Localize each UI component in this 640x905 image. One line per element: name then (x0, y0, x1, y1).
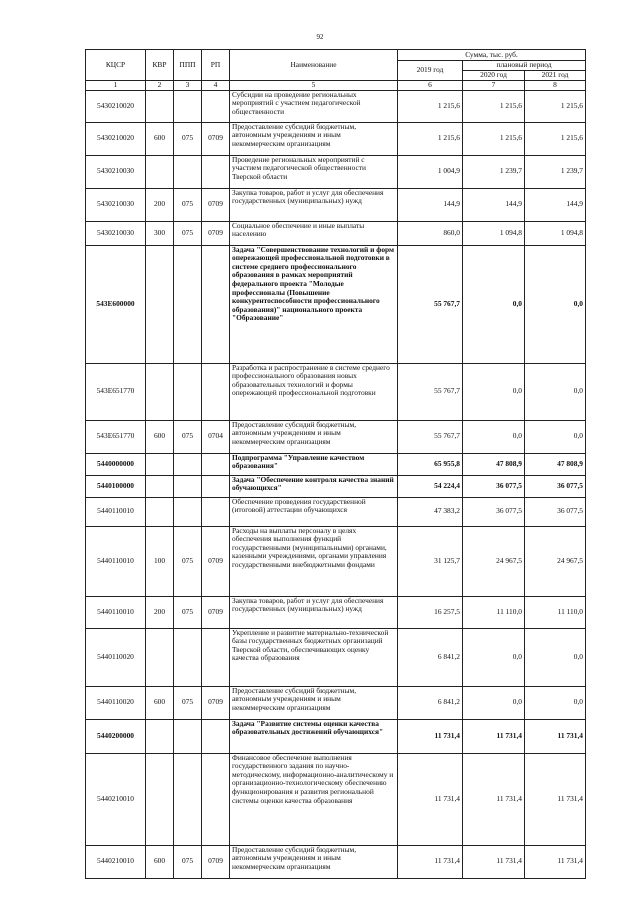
kvr-cell (146, 155, 174, 188)
column-number: 5 (230, 81, 398, 91)
column-number: 3 (174, 81, 202, 91)
name-cell: Предоставление субсидий бюджетным, автономным учреждениям и иным некоммерческим организациям (230, 122, 398, 155)
rp-cell: 0704 (202, 420, 230, 453)
name-cell: Расходы на выплаты персоналу в целях обеспечения выполнения функций государственными (муниципальными) органами, казенными учреждениями, органами управления государственными внебюджетными фондами (230, 526, 398, 596)
amount-2020-cell: 1 215,6 (463, 122, 525, 155)
ppp-cell: 075 (174, 420, 202, 453)
rp-cell (202, 245, 230, 363)
header-name: Наименование (230, 50, 398, 81)
kvr-cell (146, 753, 174, 845)
name-cell: Укрепление и развитие материально-технической базы государственных бюджетных организаций Тверской области, обеспечивающих оценку качества образования (230, 628, 398, 686)
kvr-cell: 600 (146, 845, 174, 878)
kvr-cell (146, 363, 174, 420)
amount-2019-cell: 11 731,4 (398, 753, 463, 845)
header-planned-period: плановый период (463, 61, 586, 71)
kcsr-cell: 5440210010 (86, 753, 146, 845)
rp-cell: 0709 (202, 221, 230, 245)
rp-cell (202, 719, 230, 753)
amount-2021-cell: 0,0 (525, 420, 586, 453)
amount-2020-cell: 1 239,7 (463, 155, 525, 188)
column-number: 4 (202, 81, 230, 91)
amount-2021-cell: 36 077,5 (525, 475, 586, 497)
ppp-cell (174, 363, 202, 420)
amount-2021-cell: 11 731,4 (525, 719, 586, 753)
amount-2019-cell: 55 767,7 (398, 363, 463, 420)
ppp-cell (174, 155, 202, 188)
name-cell: Финансовое обеспечение выполнения государственного задания по научно-методическому, информационно-аналитическому и организационно-технологическому обеспечению функционирования и развития региональной системы оценки качества образования (230, 753, 398, 845)
table-row (86, 363, 586, 420)
rp-cell (202, 363, 230, 420)
kvr-cell (146, 245, 174, 363)
kcsr-cell: 5430210020 (86, 122, 146, 155)
amount-2019-cell: 65 955,8 (398, 453, 463, 475)
amount-2021-cell: 24 967,5 (525, 526, 586, 596)
amount-2019-cell: 16 257,5 (398, 596, 463, 628)
budget-table (85, 49, 586, 879)
column-number-row (86, 81, 586, 91)
rp-cell (202, 628, 230, 686)
table-row (86, 90, 586, 122)
name-cell: Задача "Обеспечение контроля качества знаний обучающихся" (230, 475, 398, 497)
kvr-cell: 600 (146, 686, 174, 719)
kcsr-cell: 5440210010 (86, 845, 146, 878)
name-cell: Разработка и распространение в системе среднего профессионального образования новых образовательных технологий и формы опережающей профессиональной подготовки (230, 363, 398, 420)
ppp-cell: 075 (174, 188, 202, 221)
kvr-cell (146, 628, 174, 686)
table-row (86, 686, 586, 719)
name-cell: Проведение региональных мероприятий с участием педагогической общественности Тверской области (230, 155, 398, 188)
amount-2020-cell: 0,0 (463, 628, 525, 686)
rp-cell (202, 753, 230, 845)
kvr-cell: 200 (146, 188, 174, 221)
header-kvr: КВР (146, 50, 174, 81)
rp-cell: 0709 (202, 686, 230, 719)
name-cell: Закупка товаров, работ и услуг для обеспечения государственных (муниципальных) нужд (230, 596, 398, 628)
column-number: 1 (86, 81, 146, 91)
amount-2020-cell: 24 967,5 (463, 526, 525, 596)
kvr-cell (146, 497, 174, 526)
header-ppp: ППП (174, 50, 202, 81)
table-row (86, 453, 586, 475)
amount-2020-cell: 11 731,4 (463, 845, 525, 878)
amount-2019-cell: 860,0 (398, 221, 463, 245)
ppp-cell: 075 (174, 122, 202, 155)
header-rp: РП (202, 50, 230, 81)
amount-2019-cell: 144,9 (398, 188, 463, 221)
header-2019: 2019 год (398, 61, 463, 81)
name-cell: Подпрограмма "Управление качеством образования" (230, 453, 398, 475)
kcsr-cell: 5440200000 (86, 719, 146, 753)
header-2021: 2021 год (525, 71, 586, 81)
kcsr-cell: 5440000000 (86, 453, 146, 475)
column-number: 7 (463, 81, 525, 91)
amount-2020-cell: 1 215,6 (463, 90, 525, 122)
amount-2019-cell: 54 224,4 (398, 475, 463, 497)
amount-2020-cell: 47 808,9 (463, 453, 525, 475)
amount-2020-cell: 11 731,4 (463, 719, 525, 753)
amount-2021-cell: 1 215,6 (525, 90, 586, 122)
kcsr-cell: 5440110010 (86, 526, 146, 596)
amount-2021-cell: 1 239,7 (525, 155, 586, 188)
ppp-cell (174, 453, 202, 475)
kcsr-cell: 5430210030 (86, 155, 146, 188)
amount-2021-cell: 11 731,4 (525, 753, 586, 845)
kcsr-cell: 5430210030 (86, 221, 146, 245)
kcsr-cell: 5440110020 (86, 628, 146, 686)
kvr-cell (146, 475, 174, 497)
amount-2021-cell: 36 077,5 (525, 497, 586, 526)
name-cell: Социальное обеспечение и иные выплаты населению (230, 221, 398, 245)
kvr-cell: 300 (146, 221, 174, 245)
amount-2020-cell: 0,0 (463, 245, 525, 363)
amount-2020-cell: 11 731,4 (463, 753, 525, 845)
amount-2020-cell: 0,0 (463, 686, 525, 719)
name-cell: Предоставление субсидий бюджетным, автономным учреждениям и иным некоммерческим организациям (230, 845, 398, 878)
amount-2020-cell: 11 110,0 (463, 596, 525, 628)
amount-2021-cell: 144,9 (525, 188, 586, 221)
kvr-cell (146, 719, 174, 753)
ppp-cell (174, 753, 202, 845)
amount-2019-cell: 6 841,2 (398, 686, 463, 719)
table-row (86, 245, 586, 363)
kvr-cell (146, 90, 174, 122)
header-kcsr: КЦСР (86, 50, 146, 81)
amount-2021-cell: 0,0 (525, 363, 586, 420)
kcsr-cell: 543E651770 (86, 420, 146, 453)
ppp-cell: 075 (174, 686, 202, 719)
amount-2019-cell: 6 841,2 (398, 628, 463, 686)
table-row (86, 420, 586, 453)
ppp-cell (174, 628, 202, 686)
table-row (86, 753, 586, 845)
column-number: 8 (525, 81, 586, 91)
name-cell: Предоставление субсидий бюджетным, автономным учреждениям и иным некоммерческим организациям (230, 420, 398, 453)
rp-cell: 0709 (202, 596, 230, 628)
rp-cell (202, 475, 230, 497)
table-body (86, 90, 586, 878)
amount-2020-cell: 0,0 (463, 363, 525, 420)
ppp-cell (174, 245, 202, 363)
amount-2020-cell: 1 094,8 (463, 221, 525, 245)
amount-2020-cell: 0,0 (463, 420, 525, 453)
name-cell: Предоставление субсидий бюджетным, автономным учреждениям и иным некоммерческим организациям (230, 686, 398, 719)
kvr-cell: 200 (146, 596, 174, 628)
column-number: 2 (146, 81, 174, 91)
kcsr-cell: 543E651770 (86, 363, 146, 420)
kcsr-cell: 5440110010 (86, 497, 146, 526)
kcsr-cell: 5440110010 (86, 596, 146, 628)
column-number: 6 (398, 81, 463, 91)
table-row (86, 188, 586, 221)
table-row (86, 497, 586, 526)
rp-cell (202, 497, 230, 526)
ppp-cell (174, 719, 202, 753)
page-number: 92 (316, 33, 324, 41)
header-sum: Сумма, тыс. руб. (398, 50, 586, 61)
ppp-cell (174, 90, 202, 122)
kvr-cell: 600 (146, 122, 174, 155)
amount-2021-cell: 0,0 (525, 628, 586, 686)
table-row (86, 475, 586, 497)
kcsr-cell: 5440110020 (86, 686, 146, 719)
kvr-cell: 100 (146, 526, 174, 596)
kvr-cell (146, 453, 174, 475)
amount-2021-cell: 1 094,8 (525, 221, 586, 245)
rp-cell (202, 155, 230, 188)
rp-cell: 0709 (202, 122, 230, 155)
ppp-cell: 075 (174, 221, 202, 245)
rp-cell: 0709 (202, 845, 230, 878)
amount-2020-cell: 36 077,5 (463, 475, 525, 497)
amount-2019-cell: 11 731,4 (398, 719, 463, 753)
table-row (86, 628, 586, 686)
amount-2019-cell: 11 731,4 (398, 845, 463, 878)
table-row (86, 845, 586, 878)
table-row (86, 122, 586, 155)
ppp-cell (174, 475, 202, 497)
name-cell: Субсидии на проведение региональных мероприятий с участием педагогической общественности (230, 90, 398, 122)
ppp-cell: 075 (174, 845, 202, 878)
amount-2019-cell: 1 215,6 (398, 122, 463, 155)
table-row (86, 719, 586, 753)
kcsr-cell: 5430210030 (86, 188, 146, 221)
rp-cell: 0709 (202, 526, 230, 596)
rp-cell (202, 453, 230, 475)
amount-2019-cell: 55 767,7 (398, 245, 463, 363)
amount-2021-cell: 11 731,4 (525, 845, 586, 878)
amount-2021-cell: 0,0 (525, 686, 586, 719)
name-cell: Закупка товаров, работ и услуг для обеспечения государственных (муниципальных) нужд (230, 188, 398, 221)
table-row (86, 221, 586, 245)
amount-2021-cell: 0,0 (525, 245, 586, 363)
kcsr-cell: 543E600000 (86, 245, 146, 363)
rp-cell (202, 90, 230, 122)
ppp-cell (174, 497, 202, 526)
amount-2019-cell: 1 215,6 (398, 90, 463, 122)
ppp-cell: 075 (174, 526, 202, 596)
amount-2021-cell: 11 110,0 (525, 596, 586, 628)
table-row (86, 596, 586, 628)
amount-2021-cell: 47 808,9 (525, 453, 586, 475)
kcsr-cell: 5430210020 (86, 90, 146, 122)
name-cell: Задача "Развитие системы оценки качества образовательных достижений обучающихся" (230, 719, 398, 753)
name-cell: Обеспечение проведения государственной (итоговой) аттестации обучающихся (230, 497, 398, 526)
amount-2020-cell: 36 077,5 (463, 497, 525, 526)
amount-2019-cell: 55 767,7 (398, 420, 463, 453)
amount-2019-cell: 47 383,2 (398, 497, 463, 526)
kcsr-cell: 5440100000 (86, 475, 146, 497)
amount-2019-cell: 31 125,7 (398, 526, 463, 596)
kvr-cell: 600 (146, 420, 174, 453)
amount-2021-cell: 1 215,6 (525, 122, 586, 155)
ppp-cell: 075 (174, 596, 202, 628)
table-row (86, 155, 586, 188)
rp-cell: 0709 (202, 188, 230, 221)
name-cell: Задача "Совершенствование технологий и форм опережающей профессиональной подготовки в системе среднего профессионального образования в рамках мероприятий федерального проекта "Молодые профессионалы (Повышение конкурентоспособности профессионального образования)" национального проекта "Образование" (230, 245, 398, 363)
amount-2019-cell: 1 004,9 (398, 155, 463, 188)
amount-2020-cell: 144,9 (463, 188, 525, 221)
table-row (86, 526, 586, 596)
header-2020: 2020 год (463, 71, 525, 81)
